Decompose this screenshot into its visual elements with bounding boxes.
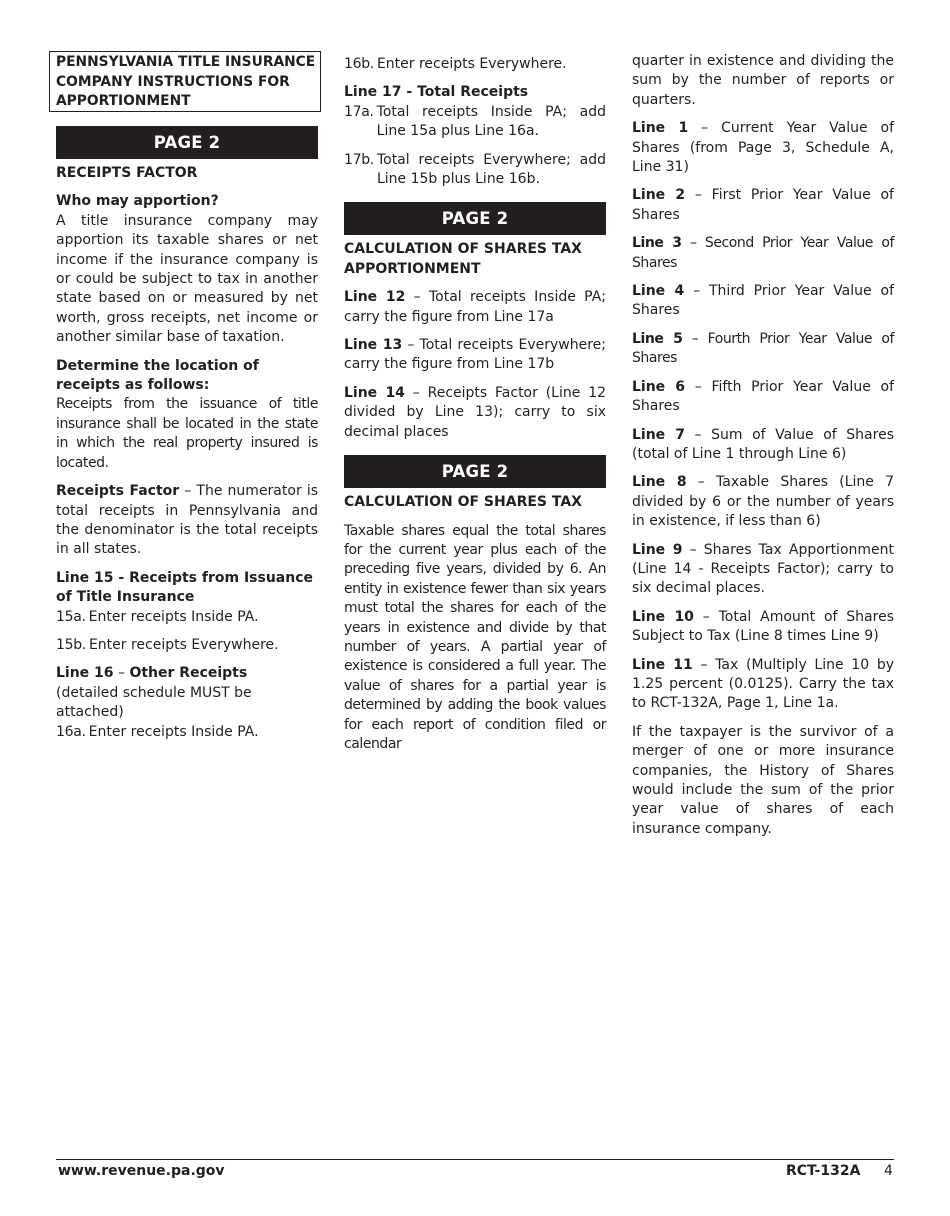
page-2-section-bar: PAGE 2	[344, 202, 606, 235]
line-3-label: Line 3	[632, 235, 682, 252]
line-2-label: Line 2	[632, 187, 686, 204]
line-16b-item	[344, 55, 606, 74]
line-10-paragraph	[632, 608, 894, 647]
line-4-paragraph	[632, 282, 894, 321]
line-8-paragraph	[632, 473, 894, 531]
line-14-paragraph	[344, 384, 606, 442]
continued-text: quarter in existence and dividing the sum by the number of reports or quarters.	[632, 53, 894, 108]
line-17b-item	[344, 151, 606, 190]
line-14-text: – Receipts Factor (Line 12 divided by Line 13); carry to six decimal places	[344, 384, 607, 440]
line-16-note: (detailed schedule MUST be attached)	[56, 684, 252, 721]
column-2	[344, 0, 606, 754]
shares-tax-heading: CALCULATION OF SHARES TAX	[344, 494, 582, 511]
line-15-heading: Line 15 - Receipts from Issuance of Title Insurance	[56, 569, 314, 606]
line-4-text: – Third Prior Year Value of Shares	[632, 283, 895, 319]
line-6-text: – Fifth Prior Year Value of Shares	[632, 378, 895, 415]
line-7-label: Line 7	[632, 426, 685, 443]
line-12-label: Line 12	[344, 289, 406, 306]
line-7-text: – Sum of Value of Shares (total of Line 1 through Line 6)	[632, 426, 894, 462]
title-line-2: COMPANY INSTRUCTIONS FOR	[56, 73, 290, 90]
line-11-label: Line 11	[632, 656, 693, 673]
receipts-factor-label: Receipts Factor	[56, 483, 180, 500]
title-line-3: APPORTIONMENT	[56, 93, 191, 110]
line-1-paragraph	[632, 119, 894, 177]
determine-location-text: Receipts from the issuance of title insurance shall be located in the state in which the real property insured is located.	[56, 396, 318, 471]
footer-website-link[interactable]: www.revenue.pa.gov	[58, 1163, 225, 1179]
line-7-paragraph	[632, 426, 894, 465]
footer-form-number: RCT-132A	[786, 1163, 861, 1179]
line-10-label: Line 10	[632, 608, 694, 625]
line-16b-text: Enter receipts Everywhere.	[376, 56, 567, 72]
page-2-section-bar: PAGE 2	[344, 455, 606, 488]
receipts-factor-heading: RECEIPTS FACTOR	[56, 165, 198, 181]
line-17a-text: Total receipts Inside PA; add Line 15a plus Line 16a.	[376, 103, 606, 140]
taxable-shares-text: Taxable shares equal the total shares for the current year plus each of the preceding five years, divided by 6. An entity in existence fewer than six years must total the shares for each of the years in existence and divide by that number of years. A partial year of existence is considered a full year. The value of shares for a partial year is determined by adding the book values for each report of condition filed or calendar	[344, 522, 606, 752]
line-16a-number: 16a.	[56, 723, 86, 740]
survivor-merger-text: If the taxpayer is the survivor of a merger of one or more insurance companies, the History of Shares would include the sum of the prior year value of shares of each insurance company.	[632, 723, 894, 837]
line-16-title: Other Receipts	[129, 665, 248, 682]
line-12-paragraph	[344, 288, 606, 327]
line-16-label: Line 16	[56, 665, 114, 682]
line-3-paragraph	[632, 234, 894, 273]
line-16b-number: 16b.	[344, 56, 374, 72]
line-11-paragraph	[632, 656, 894, 714]
line-1-text: – Current Year Value of Shares (from Page 3, Schedule A, Line 31)	[632, 120, 894, 176]
line-11-text: – Tax (Multiply Line 10 by 1.25 percent (0.0125). Carry the tax to RCT-132A, Page 1, Line 1a.	[632, 656, 894, 712]
line-5-paragraph	[632, 330, 894, 369]
line-13-text: – Total receipts Everywhere; carry the figure from Line 17b	[344, 337, 606, 373]
line-13-label: Line 13	[344, 337, 403, 354]
line-1-label: Line 1	[632, 120, 689, 137]
line-16-dash: –	[113, 665, 130, 682]
shares-tax-apportionment-heading: CALCULATION OF SHARES TAX APPORTIONMENT	[344, 241, 582, 277]
line-15a-text: Enter receipts Inside PA.	[88, 608, 259, 625]
title-line-1: PENNSYLVANIA TITLE INSURANCE	[56, 54, 316, 70]
footer-divider	[56, 1159, 894, 1160]
line-5-label: Line 5	[632, 330, 683, 347]
line-8-text: – Taxable Shares (Line 7 divided by 6 or the number of years in existence, if less than 6)	[632, 474, 895, 530]
column-1	[56, 0, 318, 742]
line-17a-item	[344, 103, 606, 142]
line-9-text: – Shares Tax Apportionment (Line 14 - Receipts Factor); carry to six decimal places.	[632, 541, 894, 597]
page-2-section-bar: PAGE 2	[56, 126, 318, 159]
footer-page-number: 4	[884, 1163, 893, 1179]
line-17a-number: 17a.	[344, 103, 374, 120]
column-3	[632, 0, 894, 839]
line-17-heading: Line 17 - Total Receipts	[344, 84, 529, 101]
line-2-text: – First Prior Year Value of Shares	[632, 187, 894, 223]
line-6-paragraph	[632, 378, 894, 417]
line-17b-text: Total receipts Everywhere; add Line 15b plus Line 16b.	[376, 151, 606, 188]
line-8-label: Line 8	[632, 474, 687, 491]
line-6-label: Line 6	[632, 378, 686, 395]
line-2-paragraph	[632, 186, 894, 225]
line-15b-text: Enter receipts Everywhere.	[88, 636, 279, 653]
who-may-apportion-heading: Who may apportion?	[56, 193, 219, 210]
line-3-text: – Second Prior Year Value of Shares	[632, 235, 894, 271]
who-may-apportion-text: A title insurance company may apportion its taxable shares or net income if the insurance company is or could be subject to tax in another state based on or measured by net worth, gross receipts, net income or another similar base of taxation.	[56, 212, 318, 346]
receipts-factor-paragraph	[56, 482, 318, 560]
receipts-factor-text: – The numerator is total receipts in Pennsylvania and the denominator is the total receipts in all states.	[56, 483, 318, 558]
line-4-label: Line 4	[632, 283, 685, 300]
line-17b-number: 17b.	[344, 151, 374, 168]
line-5-text: – Fourth Prior Year Value of Shares	[632, 330, 894, 367]
line-16-heading	[56, 664, 318, 683]
line-10-text: – Total Amount of Shares Subject to Tax (Line 8 times Line 9)	[632, 608, 894, 645]
line-15a-item	[56, 608, 318, 627]
line-9-label: Line 9	[632, 541, 683, 558]
line-13-paragraph	[344, 336, 606, 375]
line-15a-number: 15a.	[56, 608, 86, 625]
line-9-paragraph	[632, 541, 894, 599]
line-12-text: – Total receipts Inside PA; carry the figure from Line 17a	[344, 289, 607, 325]
line-14-label: Line 14	[344, 384, 405, 401]
line-15b-item	[56, 636, 318, 655]
determine-location-heading: Determine the location of receipts as follows:	[56, 357, 259, 394]
line-16a-text: Enter receipts Inside PA.	[88, 723, 259, 740]
line-15b-number: 15b.	[56, 636, 86, 653]
line-16a-item	[56, 723, 318, 742]
